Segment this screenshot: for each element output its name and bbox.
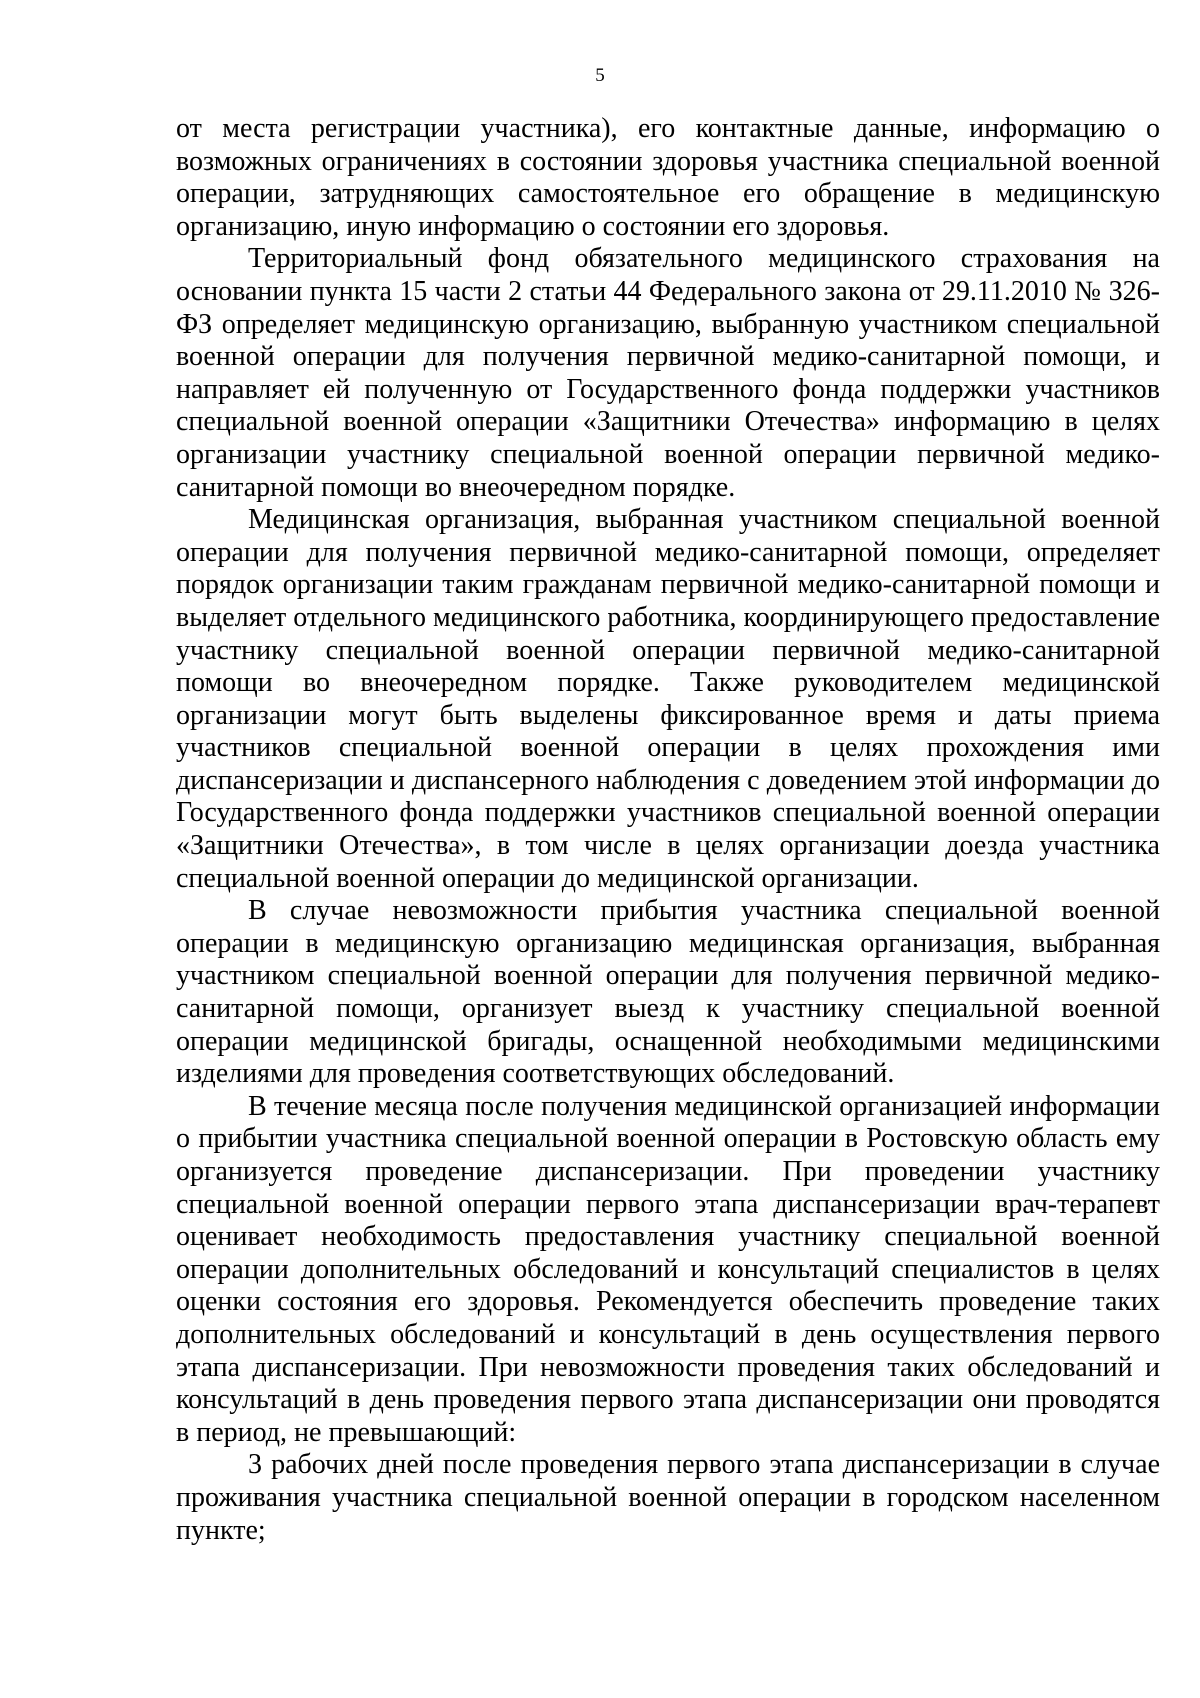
page-number: 5 — [595, 65, 605, 86]
paragraph-continuation: от места регистрации участника), его контактные данные, информацию о возможных ограничениях в состоянии здоровья участника специальной военной операции, затрудняющих самостоятельное его обращение в медицинскую организацию, иную информацию о состоянии его здоровья. — [176, 113, 1160, 242]
document-body — [176, 113, 1160, 1547]
paragraph-urban-deadline: 3 рабочих дней после проведения первого этапа диспансеризации в случае проживания участника специальной военной операции в городском населенном пункте; — [176, 1449, 1160, 1546]
paragraph-territorial-fund: Территориальный фонд обязательного медицинского страхования на основании пункта 15 части 2 статьи 44 Федерального закона от 29.11.2010 № 326-ФЗ определяет медицинскую организацию, выбранную участником специальной военной операции для получения первичной медико-санитарной помощи, и направляет ей полученную от Государственного фонда поддержки участников специальной военной операции «Защитники Отечества» информацию в целях организации участнику специальной военной операции первичной медико-санитарной помощи во внеочередном порядке. — [176, 243, 1160, 503]
paragraph-medical-organization: Медицинская организация, выбранная участником специальной военной операции для получения первичной медико-санитарной помощи, определяет порядок организации таким гражданам первичной медико-санитарной помощи и выделяет отдельного медицинского работника, координирующего предоставление участнику специальной военной операции первичной медико-санитарной помощи во внеочередном порядке. Также руководителем медицинской организации могут быть выделены фиксированное время и даты приема участников специальной военной операции в целях прохождения ими диспансеризации и диспансерного наблюдения с доведением этой информации до Государственного фонда поддержки участников специальной военной операции «Защитники Отечества», в том числе в целях организации доезда участника специальной военной операции до медицинской организации. — [176, 504, 1160, 894]
paragraph-dispensarization: В течение месяца после получения медицинской организацией информации о прибытии участника специальной военной операции в Ростовскую область ему организуется проведение диспансеризации. При проведении участнику специальной военной операции первого этапа диспансеризации врач-терапевт оценивает необходимость предоставления участнику специальной военной операции дополнительных обследований и консультаций специалистов в целях оценки состояния его здоровья. Рекомендуется обеспечить проведение таких дополнительных обследований и консультаций в день осуществления первого этапа диспансеризации. При невозможности проведения таких обследований и консультаций в день проведения первого этапа диспансеризации они проводятся в период, не превышающий: — [176, 1090, 1160, 1448]
paragraph-field-visit: В случае невозможности прибытия участника специальной военной операции в медицинскую организацию медицинская организация, выбранная участником специальной военной операции для получения первичной медико-санитарной помощи, организует выезд к участнику специальной военной операции медицинской бригады, оснащенной необходимыми медицинскими изделиями для проведения соответствующих обследований. — [176, 895, 1160, 1090]
